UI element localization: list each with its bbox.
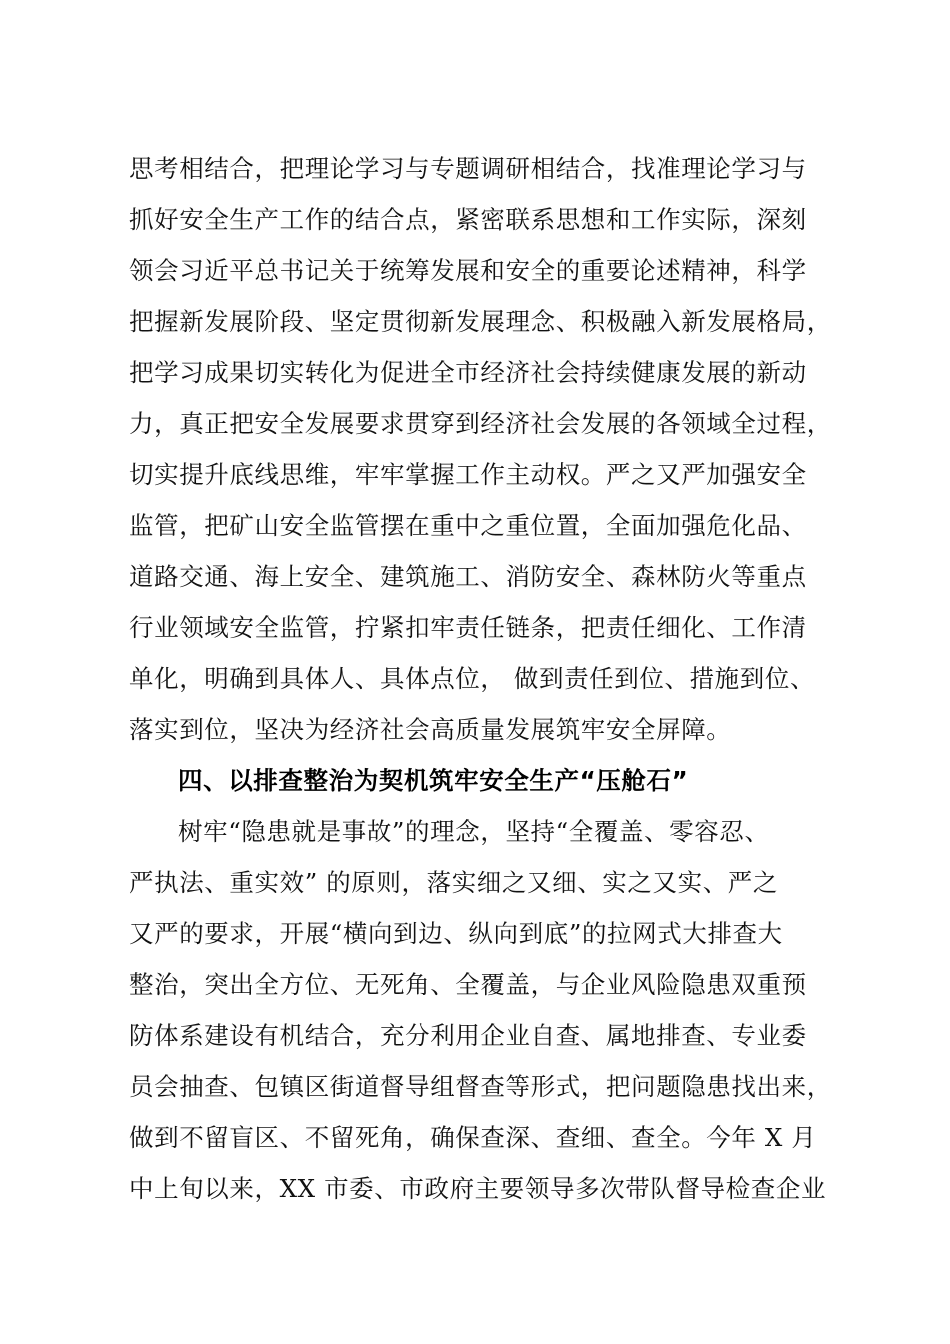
text-line: 把握新发展阶段、坚定贯彻新发展理念、积极融入新发展格局， — [129, 307, 832, 336]
text-line: 道路交通、海上安全、建筑施工、消防安全、森林防火等重点 — [129, 562, 807, 591]
text-line: 落实到位，坚决为经济社会高质量发展筑牢安全屏障。 — [129, 715, 732, 744]
text-line: 树牢“隐患就是事故”的理念，坚持“全覆盖、零容忍、 — [178, 817, 770, 846]
text-line: 把学习成果切实转化为促进全市经济社会持续健康发展的新动 — [129, 358, 807, 387]
text-line: 做到不留盲区、不留死角，确保查深、查细、查全。今年 X 月 — [129, 1123, 817, 1152]
text-line: 行业领域安全监管，拧紧扣牢责任链条，把责任细化、工作清 — [129, 613, 807, 642]
text-line: 单化，明确到具体人、具体点位， 做到责任到位、措施到位、 — [129, 664, 816, 693]
text-line: 整治，突出全方位、无死角、全覆盖，与企业风险隐患双重预 — [129, 970, 807, 999]
text-line: 防体系建设有机结合，充分利用企业自查、属地排查、专业委 — [129, 1021, 807, 1050]
text-line: 监管，把矿山安全监管摆在重中之重位置，全面加强危化品、 — [129, 511, 807, 540]
text-line: 严执法、重实效” 的原则，落实细之又细、实之又实、严之 — [129, 868, 779, 897]
text-line: 力，真正把安全发展要求贯穿到经济社会发展的各领域全过程， — [129, 409, 832, 438]
text-line: 员会抽查、包镇区街道督导组督查等形式，把问题隐患找出来， — [129, 1072, 832, 1101]
section-heading: 四、以排查整治为契机筑牢安全生产“压舱石” — [178, 766, 689, 795]
text-line: 中上旬以来，XX 市委、市政府主要领导多次带队督导检查企业 — [129, 1174, 827, 1203]
text-line: 领会习近平总书记关于统筹发展和安全的重要论述精神，科学 — [129, 256, 807, 285]
text-line: 抓好安全生产工作的结合点，紧密联系思想和工作实际，深刻 — [129, 205, 807, 234]
text-line: 思考相结合，把理论学习与专题调研相结合，找准理论学习与 — [129, 154, 807, 183]
text-line: 切实提升底线思维，牢牢掌握工作主动权。严之又严加强安全 — [129, 460, 807, 489]
text-line: 又严的要求，开展“横向到边、纵向到底”的拉网式大排查大 — [129, 919, 783, 948]
